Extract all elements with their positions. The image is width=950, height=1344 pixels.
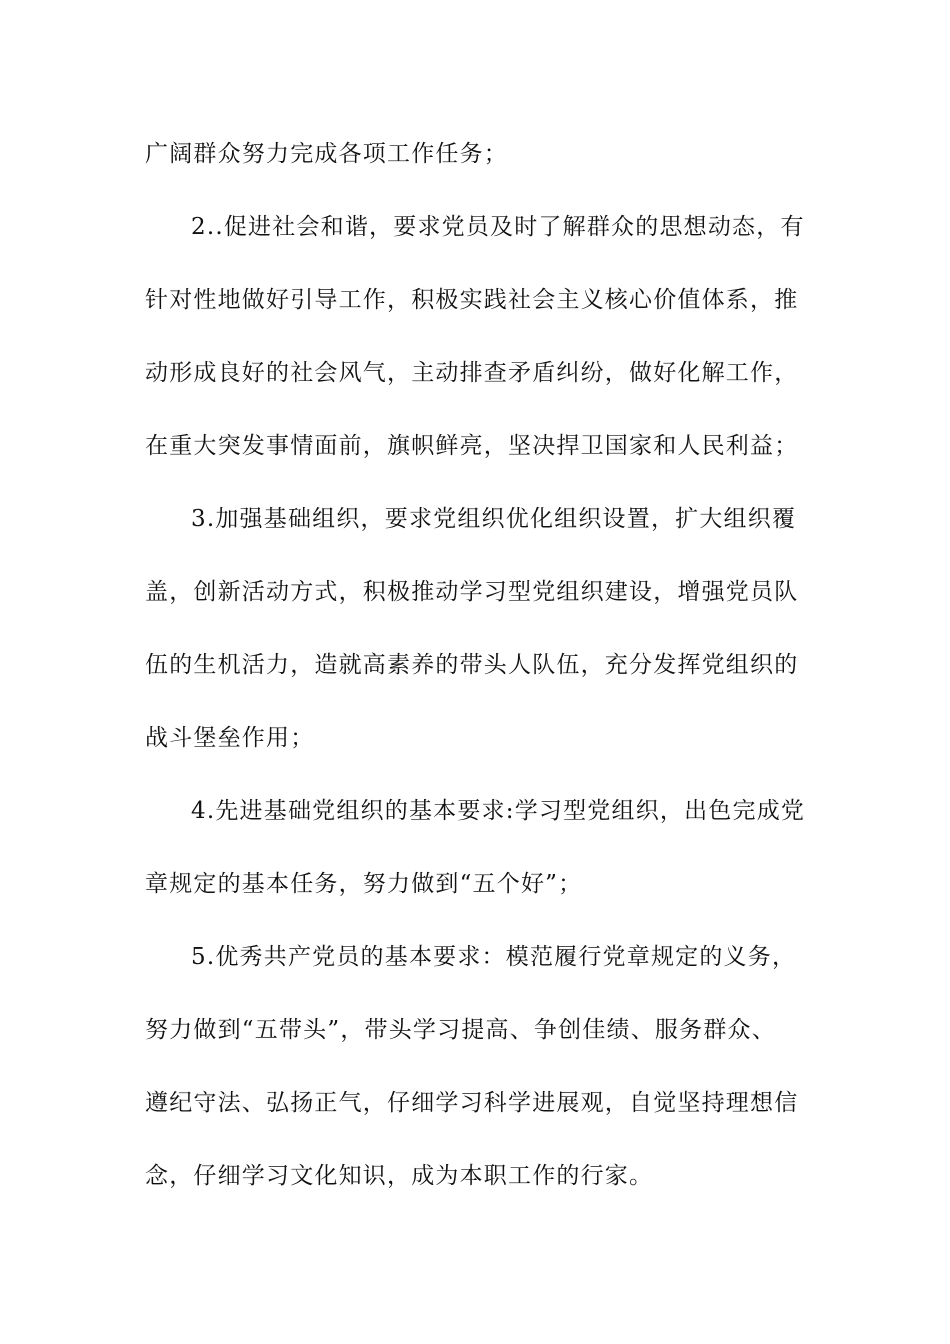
text-line: 努力做到“五带头”，带头学习提高、争创佳绩、服务群众、 xyxy=(145,1017,776,1043)
text-line: 5.优秀共产党员的基本要求：模范履行党章规定的义务， xyxy=(191,944,797,970)
text-line: 3.加强基础组织，要求党组织优化组织设置，扩大组织覆 xyxy=(191,506,797,532)
document-body xyxy=(145,118,807,1213)
text-line: 广阔群众努力完成各项工作任务； xyxy=(145,141,508,167)
text-line: 2..促进社会和谐，要求党员及时了解群众的思想动态，有 xyxy=(191,214,805,240)
text-line: 盖，创新活动方式，积极推动学习型党组织建设，增强党员队 xyxy=(145,579,799,605)
text-line: 遵纪守法、弘扬正气，仔细学习科学进展观，自觉坚持理想信 xyxy=(145,1090,799,1116)
text-line: 战斗堡垒作用； xyxy=(145,725,315,751)
text-line: 在重大突发事情面前，旗帜鲜亮，坚决捍卫国家和人民利益； xyxy=(145,433,799,459)
text-line: 4.先进基础党组织的基本要求:学习型党组织，出色完成党 xyxy=(191,798,806,824)
text-line: 章规定的基本任务，努力做到“五个好”； xyxy=(145,871,583,897)
text-line: 伍的生机活力，造就高素养的带头人队伍，充分发挥党组织的 xyxy=(145,652,799,678)
text-line: 念，仔细学习文化知识，成为本职工作的行家。 xyxy=(145,1163,654,1189)
text-line: 针对性地做好引导工作，积极实践社会主义核心价值体系，推 xyxy=(145,287,799,313)
text-line: 动形成良好的社会风气，主动排查矛盾纠纷，做好化解工作， xyxy=(145,360,799,386)
